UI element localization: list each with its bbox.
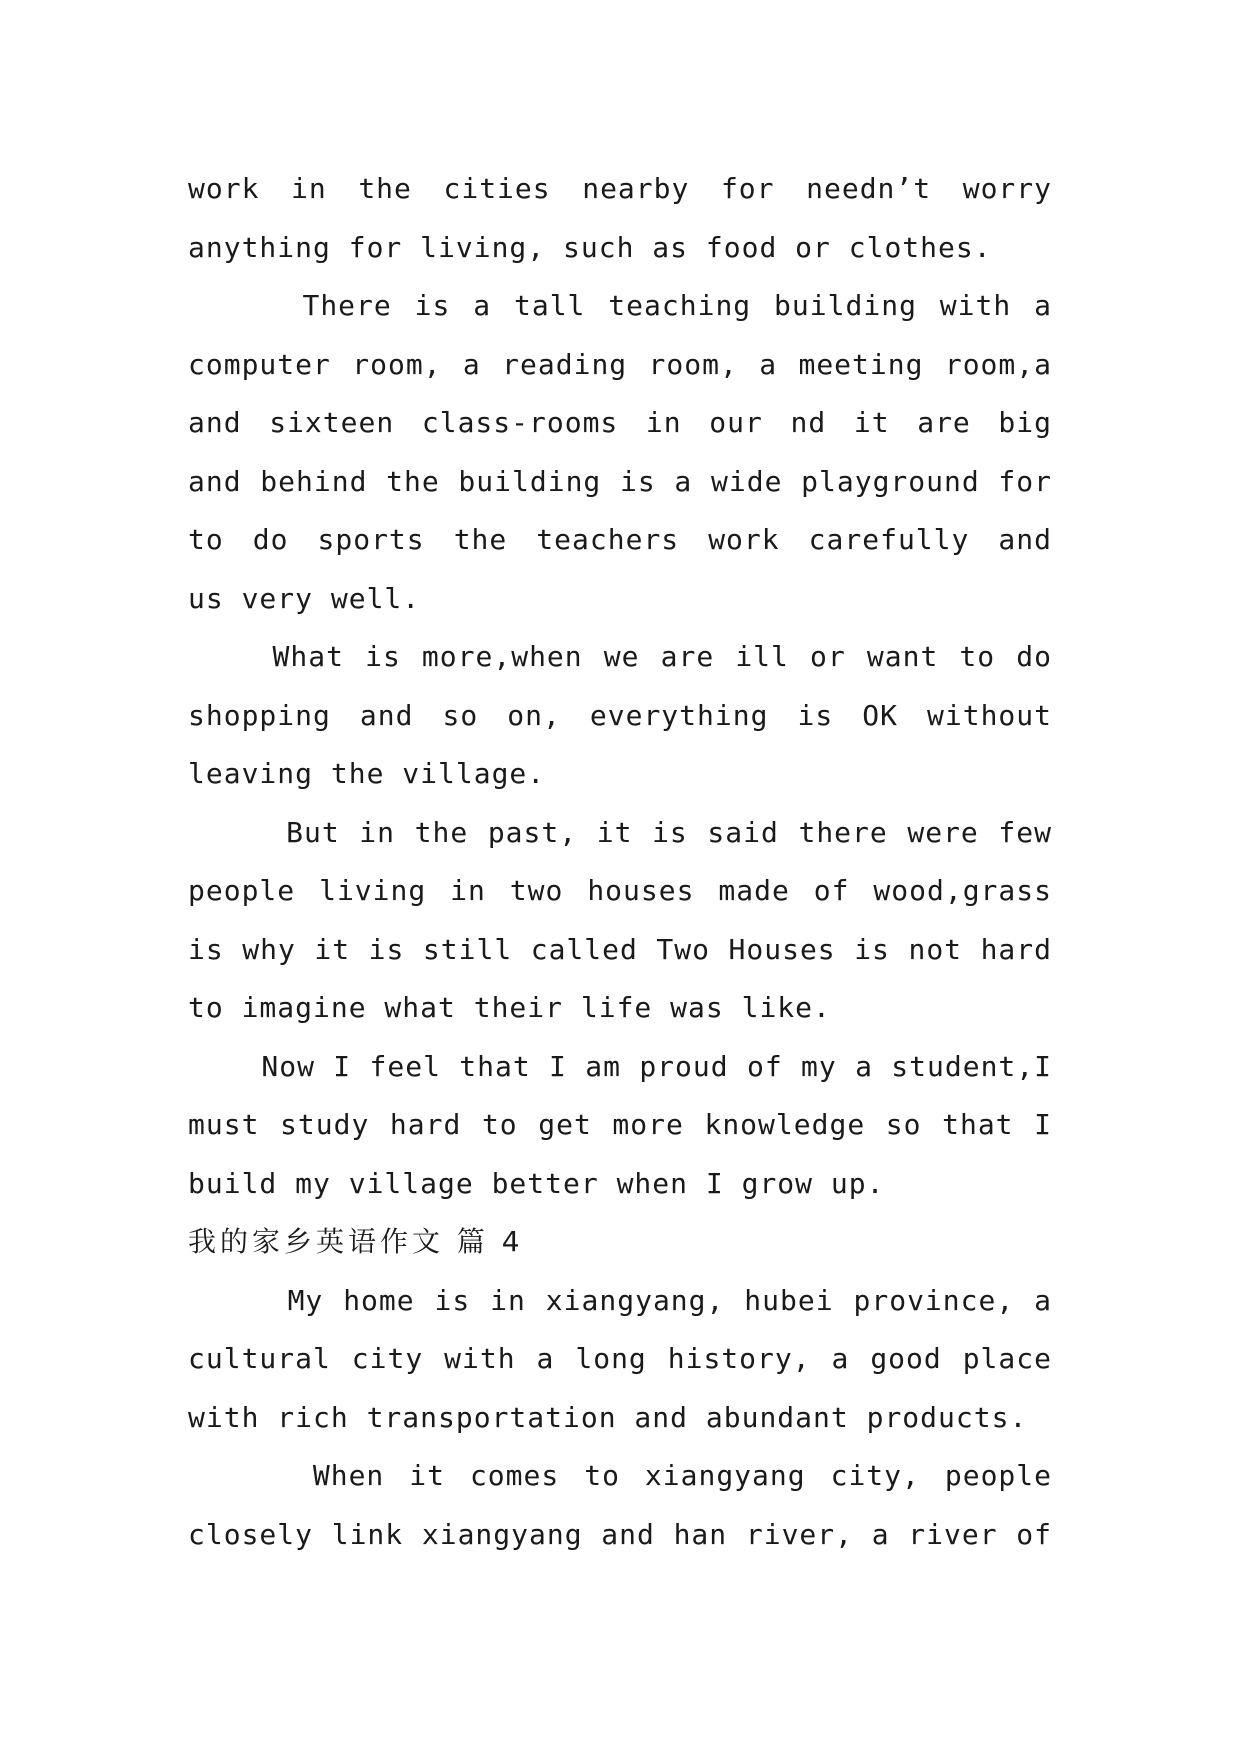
document-body [188,160,1052,1564]
text-line: closely link xiangyang and han river, a river of [188,1517,1052,1551]
text-line: shopping and so on, everything is OK without [188,698,1052,732]
text-line: build my village better when I grow up. [188,1166,885,1200]
text-line: to imagine what their life was like. [188,991,831,1024]
text-line: What is more,when we are ill or want to do [272,640,1052,673]
text-line: and sixteen class-rooms in our nd it are big [188,406,1052,439]
text-line: to do sports the teachers work carefully and [188,523,1052,556]
text-line: us very well. [188,581,421,615]
text-line: must study hard to get more knowledge so that I [188,1108,1052,1141]
text-line: When it comes to xiangyang city, people [312,1459,1052,1492]
text-line: people living in two houses made of wood,grass [188,874,1052,907]
text-line: work in the cities nearby for needn’t worry [188,172,1052,205]
text-line: cultural city with a long history, a good place [188,1342,1052,1375]
text-line: with rich transportation and abundant products. [188,1400,1028,1434]
text-line: computer room, a reading room, a meeting room,a [188,347,1052,381]
text-line: My home is in xiangyang, hubei province, a [188,1283,1052,1317]
text-line: There is a tall teaching building with a [188,289,1052,322]
text-line: leaving the village. [188,757,546,790]
text-line: But in the past, it is said there were few [188,815,1052,849]
text-line: Now I feel that I am proud of my a student,I [188,1049,1052,1083]
section-heading: 我的家乡英语作文 篇 4 [188,1225,524,1258]
text-line: anything for living, such as food or clothes. [188,230,992,264]
text-line: is why it is still called Two Houses is not hard [188,932,1052,966]
text-line: and behind the building is a wide playground for [188,464,1052,498]
